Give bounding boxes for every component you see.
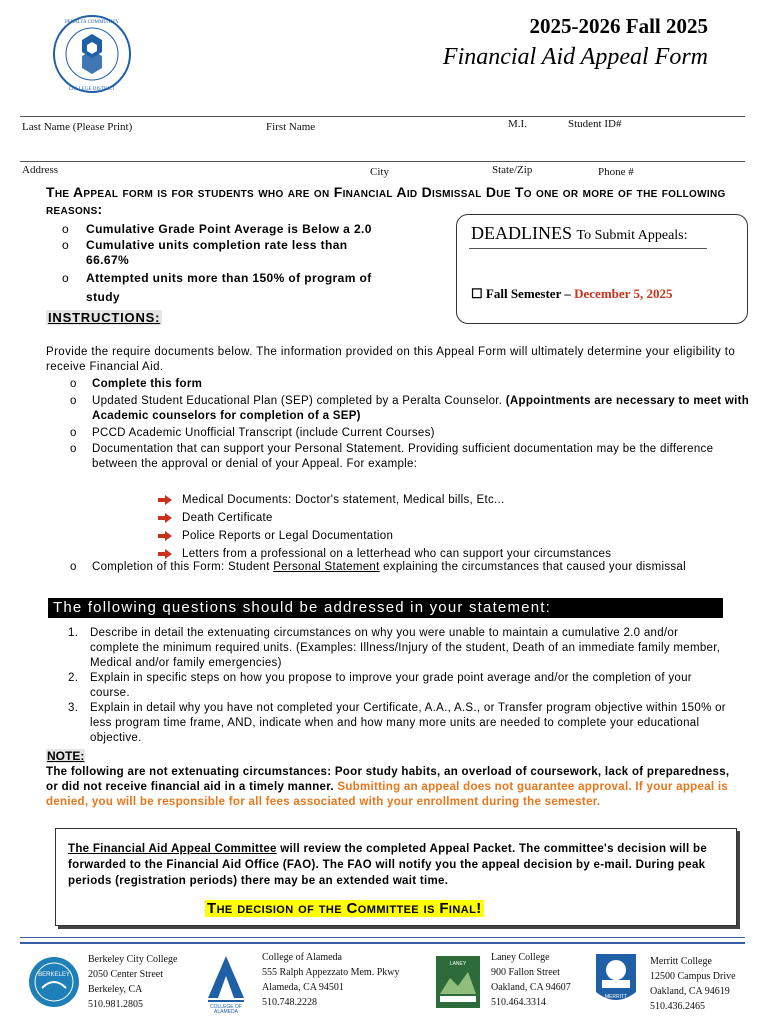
step-item: o Updated Student Educational Plan (SEP) completed by a Peralta Counselor. (Appointments are necessary to meet with Academic counselors for completion of a SEP) <box>70 395 750 422</box>
academic-year: 2025-2026 Fall 2025 <box>529 14 708 38</box>
svg-text:MERRITT: MERRITT <box>604 994 628 1000</box>
arrow-icon <box>158 495 172 505</box>
step-item: o Complete this form <box>70 378 203 390</box>
fall-deadline: ☐ Fall Semester – December 5, 2025 <box>471 286 673 301</box>
name-row-line <box>20 116 745 117</box>
alameda-logo <box>202 954 250 1014</box>
arrow-icon <box>158 531 172 541</box>
example-documents <box>158 491 611 563</box>
svg-text:PERALTA COMMUNITY: PERALTA COMMUNITY <box>64 20 120 25</box>
final-decision: The decision of the Committee is Final! <box>207 900 482 917</box>
laney-info: Laney College 900 Fallon Street Oakland, CA 94607 510.464.3314 <box>491 952 571 1008</box>
question-item: 1. Describe in detail the extenuating circumstances on why you were unable to maintain a cumulative 2.0 and/or complete the minimum required units. (Examples: Illness/Injury of the student, Death of an immediate family member, Medical and/or family emergencies) <box>68 627 721 669</box>
merritt-info: Merritt College 12500 Campus Drive Oakland, CA 94619 510.436.2465 <box>650 956 736 1012</box>
reasons-list <box>62 222 402 308</box>
first-name-label: First Name <box>266 121 316 133</box>
city-label: City <box>370 166 389 178</box>
example-item: Death Certificate <box>158 509 611 527</box>
footer-rule <box>20 937 745 944</box>
instruction-steps <box>70 377 750 472</box>
last-name-label: Last Name (Please Print) <box>22 121 133 133</box>
completion-item: o Completion of this Form: Student Personal Statement explaining the circumstances that caused your dismissal <box>70 561 686 573</box>
example-item: Letters from a professional on a letterhead who can support your circumstances <box>158 545 611 563</box>
example-item: Police Reports or Legal Documentation <box>158 527 611 545</box>
phone-label: Phone # <box>598 166 634 178</box>
questions-list <box>68 626 728 746</box>
reason-item: o Attempted units more than 150% of program of study <box>62 271 372 304</box>
checkbox-icon: ☐ <box>471 286 483 301</box>
arrow-icon <box>158 549 172 559</box>
step-item: o PCCD Academic Unofficial Transcript (include Current Courses) <box>70 427 435 439</box>
student-id-label: Student ID# <box>568 118 622 130</box>
deadline-box <box>456 214 748 324</box>
note-heading: NOTE: <box>47 749 85 763</box>
merritt-logo <box>594 952 638 1008</box>
address-label: Address <box>22 164 59 176</box>
example-item: Medical Documents: Doctor's statement, Medical bills, Etc... <box>158 491 611 509</box>
berkeley-logo <box>28 956 80 1008</box>
laney-logo <box>436 956 480 1008</box>
svg-text:COLLEGE OF: COLLEGE OF <box>210 1004 242 1010</box>
form-title: Financial Aid Appeal Form <box>442 44 708 70</box>
district-seal-logo <box>52 14 132 94</box>
committee-text: The Financial Aid Appeal Committee will review the completed Appeal Packet. The committee's decision will be forwarded to the Financial Aid Office (FAO). The FAO will notify you the appeal decision by e-mail. During peak periods (registration periods) there may be an extended wait time. <box>68 843 708 887</box>
fall-deadline-date: December 5, 2025 <box>574 286 673 301</box>
arrow-icon <box>158 513 172 523</box>
svg-text:ALAMEDA: ALAMEDA <box>214 1009 238 1014</box>
reason-item: o Cumulative Grade Point Average is Below a 2.0 <box>62 222 372 236</box>
reason-item: o Cumulative units completion rate less than 66.67% <box>62 238 348 267</box>
appeal-intro: The Appeal form is for students who are on Financial Aid Dismissal Due To one or more of the following reasons: <box>46 184 726 217</box>
completion-step <box>70 560 730 575</box>
question-item: 3. Explain in detail why you have not completed your Certificate, A.A., A.S., or Transfer program objective within 150% or less program time frame, AND, indicate when and how many more units are needed to complete your educational objective. <box>68 702 726 744</box>
svg-text:LANEY: LANEY <box>449 961 467 967</box>
deadline-heading: DEADLINES To Submit Appeals: <box>471 223 688 243</box>
question-item: 2. Explain in specific steps on how you propose to improve your grade point average and/or the completion of your course. <box>68 672 692 699</box>
alameda-info: College of Alameda 555 Ralph Appezzato Mem. Pkwy Alameda, CA 94501 510.748.2228 <box>262 952 400 1008</box>
instructions-heading: INSTRUCTIONS: <box>48 310 161 325</box>
state-zip-label: State/Zip <box>492 164 533 176</box>
address-row-line <box>20 161 745 162</box>
berkeley-info: Berkeley City College 2050 Center Street Berkeley, CA 510.981.2805 <box>88 954 178 1010</box>
questions-heading: The following questions should be addressed in your statement: <box>48 598 723 618</box>
mi-label: M.I. <box>508 118 527 130</box>
svg-text:BERKELEY: BERKELEY <box>38 972 70 978</box>
deadline-underline <box>469 248 707 249</box>
note-warning: Submitting an appeal does not guarantee approval. If your appeal is denied, you will be responsible for all fees associated with your enrollment during the semester. <box>46 781 729 808</box>
step-item: o Documentation that can support your Personal Statement. Providing sufficient documentation may be the difference between the approval or denial of your Appeal. For example: <box>70 443 714 470</box>
svg-text:COLLEGE DISTRICT: COLLEGE DISTRICT <box>68 87 116 92</box>
instructions-intro: Provide the require documents below. The information provided on this Appeal Form will ultimately determine your eligibility to receive Financial Aid. <box>46 346 736 373</box>
note-text: The following are not extenuating circumstances: Poor study habits, an overload of coursework, lack of preparedness, or did not receive financial aid in a timely manner. Submitting an appeal does not guarantee approval. If your appeal is denied, you will be responsible for all fees associated with your enrollment during the semester. <box>46 766 730 808</box>
